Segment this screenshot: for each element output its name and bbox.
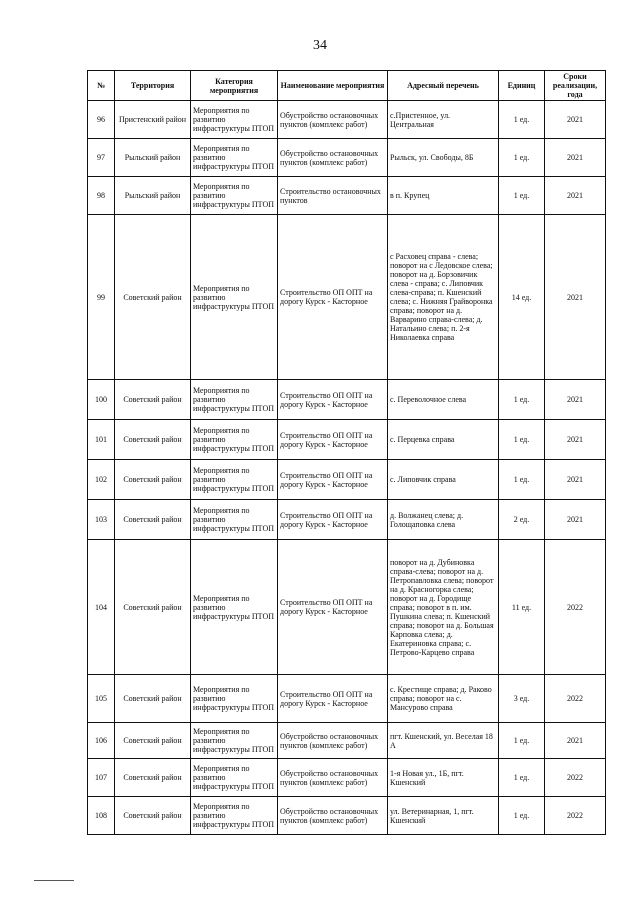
row-units: 1 ед. (499, 460, 545, 500)
row-address: ул. Ветеринарная, 1, пгт. Кшенский (388, 797, 499, 835)
row-category: Мероприятия по развитию инфраструктуры ПТОП (191, 139, 278, 177)
row-category: Мероприятия по развитию инфраструктуры ПТОП (191, 215, 278, 380)
row-category: Мероприятия по развитию инфраструктуры ПТОП (191, 420, 278, 460)
col-header-category: Категория мероприятия (191, 71, 278, 101)
row-category: Мероприятия по развитию инфраструктуры ПТОП (191, 797, 278, 835)
row-units: 1 ед. (499, 177, 545, 215)
row-measure-name: Строительство ОП ОПТ на дорогу Курск - Касторное (278, 500, 388, 540)
row-territory: Советский район (115, 500, 191, 540)
row-number: 104 (88, 540, 115, 675)
row-units: 1 ед. (499, 380, 545, 420)
row-year: 2022 (545, 675, 606, 723)
row-territory: Советский район (115, 759, 191, 797)
row-address: с. Перцевка справа (388, 420, 499, 460)
row-measure-name: Строительство ОП ОПТ на дорогу Курск - Касторное (278, 215, 388, 380)
row-number: 98 (88, 177, 115, 215)
row-measure-name: Строительство ОП ОПТ на дорогу Курск - Касторное (278, 380, 388, 420)
page-number: 34 (313, 38, 327, 53)
row-units: 2 ед. (499, 500, 545, 540)
row-year: 2021 (545, 215, 606, 380)
row-address: с. Крестище справа; д. Раково справа; поворот на с. Мансурово справа (388, 675, 499, 723)
table-row (88, 500, 606, 540)
row-territory: Советский район (115, 215, 191, 380)
row-address: д. Волжанец слева; д. Голощаповка слева (388, 500, 499, 540)
row-category: Мероприятия по развитию инфраструктуры ПТОП (191, 540, 278, 675)
table-body (88, 101, 606, 835)
col-header-year: Сроки реализации, года (545, 71, 606, 101)
row-units: 1 ед. (499, 759, 545, 797)
row-measure-name: Строительство ОП ОПТ на дорогу Курск - Касторное (278, 675, 388, 723)
row-category: Мероприятия по развитию инфраструктуры ПТОП (191, 177, 278, 215)
row-year: 2021 (545, 420, 606, 460)
row-measure-name: Обустройство остановочных пунктов (комплекс работ) (278, 797, 388, 835)
table-row (88, 540, 606, 675)
row-units: 11 ед. (499, 540, 545, 675)
row-year: 2021 (545, 101, 606, 139)
row-territory: Советский район (115, 380, 191, 420)
row-number: 107 (88, 759, 115, 797)
row-number: 96 (88, 101, 115, 139)
measures-table (87, 70, 606, 835)
row-territory: Советский район (115, 460, 191, 500)
row-measure-name: Строительство ОП ОПТ на дорогу Курск - Касторное (278, 540, 388, 675)
row-category: Мероприятия по развитию инфраструктуры ПТОП (191, 675, 278, 723)
row-units: 1 ед. (499, 723, 545, 759)
row-territory: Советский район (115, 797, 191, 835)
col-header-territory: Территория (115, 71, 191, 101)
table-row (88, 215, 606, 380)
col-header-num: № (88, 71, 115, 101)
table-row (88, 759, 606, 797)
row-address: с Расховец справа - слева; поворот на с Ледовское слева; поворот на д. Борзовичик слева - справа; с. Липовчик слева-справа; п. Кшенский слева; с. Нижняя Грайворонка справа; поворот на д. Варварино справа-слева; д. Натальино слева; п. 2-я Николаевка справа (388, 215, 499, 380)
header-row (88, 71, 606, 101)
row-measure-name: Обустройство остановочных пунктов (комплекс работ) (278, 139, 388, 177)
row-number: 97 (88, 139, 115, 177)
table-row (88, 797, 606, 835)
row-units: 14 ед. (499, 215, 545, 380)
col-header-name: Наименование мероприятия (278, 71, 388, 101)
row-category: Мероприятия по развитию инфраструктуры ПТОП (191, 759, 278, 797)
row-category: Мероприятия по развитию инфраструктуры ПТОП (191, 500, 278, 540)
row-year: 2021 (545, 723, 606, 759)
row-territory: Советский район (115, 723, 191, 759)
col-header-units: Единиц (499, 71, 545, 101)
row-measure-name: Строительство ОП ОПТ на дорогу Курск - Касторное (278, 420, 388, 460)
row-territory: Советский район (115, 420, 191, 460)
row-year: 2022 (545, 797, 606, 835)
table-row (88, 139, 606, 177)
row-number: 108 (88, 797, 115, 835)
row-address: 1-я Новая ул., 1Б, пгт. Кшенский (388, 759, 499, 797)
row-address: с.Пристенное, ул. Центральная (388, 101, 499, 139)
row-year: 2021 (545, 380, 606, 420)
row-units: 3 ед. (499, 675, 545, 723)
row-measure-name: Обустройство остановочных пунктов (комплекс работ) (278, 723, 388, 759)
row-year: 2021 (545, 460, 606, 500)
row-year: 2021 (545, 139, 606, 177)
table-row (88, 675, 606, 723)
table-row (88, 101, 606, 139)
row-address: с. Липовчик справа (388, 460, 499, 500)
row-measure-name: Обустройство остановочных пунктов (комплекс работ) (278, 101, 388, 139)
row-category: Мероприятия по развитию инфраструктуры ПТОП (191, 101, 278, 139)
row-address: Рыльск, ул. Свободы, 8Б (388, 139, 499, 177)
row-category: Мероприятия по развитию инфраструктуры ПТОП (191, 380, 278, 420)
row-year: 2021 (545, 177, 606, 215)
row-address: с. Переволочное слева (388, 380, 499, 420)
table-row (88, 380, 606, 420)
row-territory: Советский район (115, 540, 191, 675)
row-year: 2022 (545, 540, 606, 675)
table-row (88, 723, 606, 759)
row-measure-name: Обустройство остановочных пунктов (комплекс работ) (278, 759, 388, 797)
col-header-address: Адресный перечень (388, 71, 499, 101)
row-category: Мероприятия по развитию инфраструктуры ПТОП (191, 460, 278, 500)
row-year: 2022 (545, 759, 606, 797)
row-address: в п. Крупец (388, 177, 499, 215)
row-units: 1 ед. (499, 139, 545, 177)
row-number: 103 (88, 500, 115, 540)
row-address: пгт. Кшенский, ул. Веселая 18 А (388, 723, 499, 759)
row-units: 1 ед. (499, 420, 545, 460)
row-units: 1 ед. (499, 101, 545, 139)
row-measure-name: Строительство ОП ОПТ на дорогу Курск - Касторное (278, 460, 388, 500)
row-category: Мероприятия по развитию инфраструктуры ПТОП (191, 723, 278, 759)
row-measure-name: Строительство остановочных пунктов (278, 177, 388, 215)
table-row (88, 420, 606, 460)
row-number: 105 (88, 675, 115, 723)
row-number: 101 (88, 420, 115, 460)
row-address: поворот на д. Дубиновка справа-слева; поворот на д. Петропавловка слева; поворот на д. Красногорка слева; поворот на д. Городище справа; поворот в п. им. Пушкина слева; п. Кшенский справа; поворот на д. Большая Карповка слева; д. Екатериновка справа; с. Петрово-Карцево справа (388, 540, 499, 675)
row-territory: Советский район (115, 675, 191, 723)
row-number: 100 (88, 380, 115, 420)
row-units: 1 ед. (499, 797, 545, 835)
table-row (88, 177, 606, 215)
footer-rule (34, 880, 74, 881)
row-territory: Рыльский район (115, 177, 191, 215)
row-territory: Рыльский район (115, 139, 191, 177)
table-row (88, 460, 606, 500)
row-number: 106 (88, 723, 115, 759)
row-number: 99 (88, 215, 115, 380)
row-territory: Пристенский район (115, 101, 191, 139)
row-year: 2021 (545, 500, 606, 540)
row-number: 102 (88, 460, 115, 500)
